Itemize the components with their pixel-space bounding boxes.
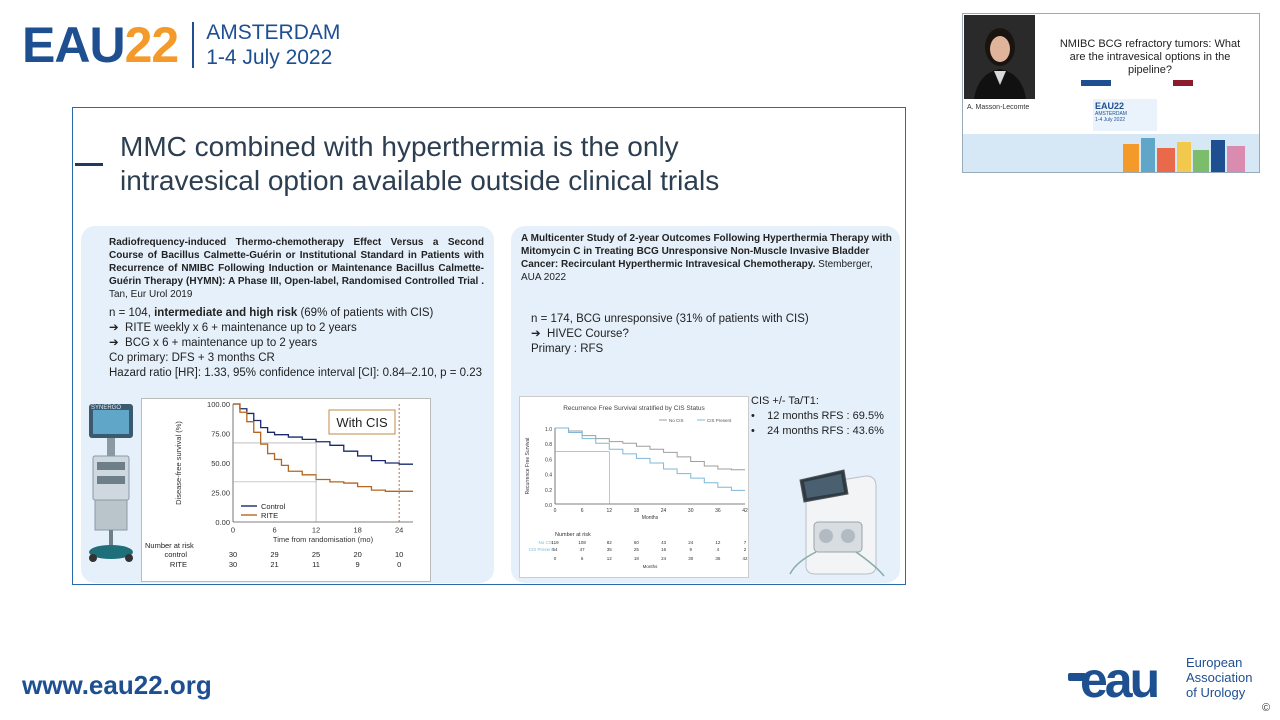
left-n-prefix: n = 104, bbox=[109, 307, 155, 319]
x-tick-label: 24 bbox=[394, 525, 404, 535]
right-study-citation bbox=[521, 232, 893, 284]
x-tick-label: 36 bbox=[715, 508, 721, 514]
at-risk-count: 25 bbox=[633, 547, 639, 552]
left-study-citation bbox=[109, 236, 484, 301]
org-line1: European bbox=[1186, 655, 1243, 670]
y-tick-label: 0.4 bbox=[545, 472, 552, 479]
at-risk-count: 16 bbox=[661, 547, 667, 552]
y-tick-label: 1.0 bbox=[545, 427, 552, 433]
at-risk-x-tick: 0 bbox=[553, 556, 557, 561]
brand-year-text: 22 bbox=[124, 17, 179, 73]
slide-title-line1: MMC combined with hyperthermia is the only bbox=[120, 131, 679, 162]
pip-affiliation-logo bbox=[1081, 80, 1111, 86]
brand-divider bbox=[192, 22, 194, 68]
right-course-text: HIVEC Course? bbox=[547, 328, 629, 340]
left-n-suffix: (69% of patients with CIS) bbox=[297, 307, 434, 319]
at-risk-x-tick: 18 bbox=[633, 556, 639, 561]
left-study-panel bbox=[81, 226, 494, 583]
pip-university-logo bbox=[1173, 80, 1193, 86]
presenter-video bbox=[964, 15, 1035, 99]
at-risk-group-label: RITE bbox=[169, 560, 187, 569]
legend-label: No CIS bbox=[669, 418, 684, 423]
y-tick-label: 25.00 bbox=[211, 488, 230, 498]
at-risk-count: 9 bbox=[355, 560, 360, 569]
x-tick-label: 12 bbox=[311, 525, 321, 535]
x-tick-label: 24 bbox=[660, 508, 667, 514]
arrow-icon: ➔ bbox=[109, 337, 126, 349]
y-tick-label: 0.0 bbox=[545, 503, 552, 509]
x-tick-label: 12 bbox=[606, 508, 613, 514]
arrow-icon: ➔ bbox=[109, 322, 126, 334]
brand-dates: 1-4 July 2022 bbox=[206, 46, 333, 69]
copyright-symbol: © bbox=[1262, 702, 1271, 714]
at-risk-count: 9 bbox=[689, 547, 692, 552]
right-study-ref: Stemberger, AUA 2022 bbox=[521, 259, 873, 283]
right-n-line: n = 174, BCG unresponsive (31% of patients with CIS) bbox=[531, 313, 809, 325]
eau-logo-text: eau bbox=[1080, 653, 1158, 703]
brand-location bbox=[206, 20, 340, 70]
km-right-svg bbox=[519, 396, 749, 578]
at-risk-count: 47 bbox=[579, 547, 585, 552]
at-risk-count: 20 bbox=[353, 550, 362, 559]
at-risk-count: 35 bbox=[606, 547, 612, 552]
pip-city-illustration bbox=[963, 134, 1260, 173]
at-risk-x-tick: 42 bbox=[742, 556, 748, 561]
pip-badge-city: AMSTERDAM bbox=[1095, 111, 1127, 117]
org-line2: Association bbox=[1186, 670, 1253, 685]
at-risk-x-tick: 6 bbox=[580, 556, 584, 561]
eau-organisation-name bbox=[1186, 655, 1252, 700]
pip-badge-eau: EAU22 bbox=[1095, 101, 1125, 111]
x-tick-label: 6 bbox=[272, 525, 277, 535]
eau22-brand bbox=[22, 18, 340, 72]
left-n-line bbox=[109, 306, 489, 321]
y-tick-label: 50.00 bbox=[211, 459, 230, 468]
at-risk-count: 30 bbox=[228, 550, 238, 559]
legend-label: RITE bbox=[261, 511, 279, 520]
at-risk-count: 25 bbox=[311, 550, 321, 559]
at-risk-count: 4 bbox=[716, 547, 720, 552]
synergo-device-image bbox=[83, 398, 139, 568]
km-left-svg bbox=[141, 398, 431, 582]
title-accent-bar bbox=[75, 163, 103, 166]
x-tick-label: 0 bbox=[230, 525, 236, 535]
x-tick-label: 42 bbox=[742, 508, 748, 514]
left-study-title: Radiofrequency-induced Thermo-chemotherapy Effect Versus a Second Course of Bacillus Calmette-Guérin or Institutional Standard in Patients with Recurrence of NMIBC Following Induction or Maintenance Bacillus Calmette-Guérin Therapy (HYMN): A Phase III, Open-label, Randomised Controlled Trial . bbox=[109, 237, 484, 287]
main-slide bbox=[72, 107, 906, 585]
y-tick-label: 0.6 bbox=[545, 457, 552, 464]
rfs-12-text: 12 months RFS : 69.5% bbox=[767, 410, 884, 422]
left-study-ref: Tan, Eur Urol 2019 bbox=[109, 289, 193, 300]
km-chart-right bbox=[519, 396, 749, 578]
km-chart-left bbox=[141, 398, 431, 582]
arrow-icon: ➔ bbox=[531, 328, 548, 340]
at-risk-x-label: Months bbox=[642, 564, 658, 569]
at-risk-count: 11 bbox=[312, 560, 320, 569]
right-study-panel bbox=[511, 226, 900, 583]
x-tick-label: 18 bbox=[633, 508, 640, 514]
at-risk-count: 82 bbox=[606, 540, 612, 545]
legend-label: CIS Present bbox=[707, 418, 732, 423]
x-tick-label: 0 bbox=[553, 508, 557, 514]
at-risk-title: Number at risk bbox=[555, 532, 591, 538]
at-risk-count: 108 bbox=[578, 540, 586, 545]
at-risk-x-tick: 30 bbox=[688, 556, 694, 561]
at-risk-count: 24 bbox=[688, 540, 694, 545]
y-axis-label: Disease-free survival (%) bbox=[174, 421, 183, 505]
at-risk-x-tick: 36 bbox=[715, 556, 721, 561]
pip-badge-dates: 1-4 July 2022 bbox=[1095, 117, 1126, 123]
at-risk-count: 30 bbox=[228, 560, 238, 569]
at-risk-count: 2 bbox=[743, 547, 747, 552]
pip-slide-title: NMIBC BCG refractory tumors: What are the intravesical options in the pipeline? bbox=[1059, 38, 1241, 76]
org-line3: of Urology bbox=[1186, 685, 1246, 700]
rfs-24-text: 24 months RFS : 43.6% bbox=[767, 425, 884, 437]
presenter-pip bbox=[962, 13, 1260, 173]
at-risk-count: 119 bbox=[551, 540, 559, 545]
right-study-facts bbox=[531, 312, 891, 357]
presenter-name: A. Masson-Lecomte bbox=[967, 104, 1030, 111]
cis-title: CIS +/- Ta/T1: bbox=[751, 395, 819, 407]
left-study-facts bbox=[109, 306, 489, 381]
x-axis-label: Time from randomisation (mo) bbox=[272, 535, 374, 544]
at-risk-count: 7 bbox=[743, 540, 747, 545]
y-tick-label: 100.00 bbox=[207, 400, 230, 409]
left-arm2-text: BCG x 6 + maintenance up to 2 years bbox=[125, 337, 318, 349]
brand-eau-text: EAU bbox=[22, 17, 125, 73]
at-risk-count: 54 bbox=[552, 547, 558, 552]
x-tick-label: 18 bbox=[353, 525, 362, 535]
left-hazard: Hazard ratio [HR]: 1.33, 95% confidence interval [CI]: 0.84–2.10, p = 0.23 bbox=[109, 367, 483, 379]
at-risk-count: 12 bbox=[715, 540, 721, 545]
legend-label: Control bbox=[261, 502, 286, 511]
x-axis-label: Months bbox=[641, 515, 659, 521]
rfs-12-line: • 12 months RFS : 69.5% bbox=[751, 410, 884, 422]
at-risk-group-label: control bbox=[164, 550, 187, 559]
y-tick-label: 75.00 bbox=[211, 429, 230, 439]
pip-eau22-badge bbox=[1093, 99, 1157, 131]
synergo-label: SYNERGO bbox=[91, 405, 122, 411]
left-primary: Co primary: DFS + 3 months CR bbox=[109, 352, 275, 364]
x-tick-label: 6 bbox=[580, 508, 584, 514]
at-risk-count: 10 bbox=[394, 550, 404, 559]
at-risk-count: 60 bbox=[633, 540, 639, 545]
chart-title: Recurrence Free Survival stratified by CIS Status bbox=[563, 405, 705, 412]
hivec-device-image bbox=[786, 466, 886, 578]
y-tick-label: 0.8 bbox=[545, 442, 552, 449]
eau-logo bbox=[1066, 653, 1186, 703]
y-tick-label: 0.00 bbox=[215, 518, 230, 527]
left-arm1 bbox=[109, 321, 489, 336]
left-n-bold: intermediate and high risk bbox=[154, 307, 298, 319]
site-url-link[interactable]: www.eau22.org bbox=[22, 670, 212, 700]
right-primary: Primary : RFS bbox=[531, 343, 604, 355]
y-tick-label: 0.2 bbox=[545, 487, 552, 494]
left-arm1-text: RITE weekly x 6 + maintenance up to 2 years bbox=[125, 322, 357, 334]
at-risk-group-label: No CIS bbox=[538, 540, 553, 545]
x-tick-label: 30 bbox=[687, 508, 694, 514]
at-risk-x-tick: 24 bbox=[661, 556, 667, 561]
brand-city: AMSTERDAM bbox=[206, 21, 341, 44]
left-arm2 bbox=[109, 336, 489, 351]
slide-title-line2: intravesical option available outside clinical trials bbox=[120, 165, 720, 196]
rfs-24-line: • 24 months RFS : 43.6% bbox=[751, 425, 884, 437]
y-axis-label: Recurrence Free Survival bbox=[525, 437, 531, 495]
at-risk-x-tick: 12 bbox=[606, 556, 612, 561]
right-course bbox=[531, 327, 891, 342]
slide-title bbox=[120, 130, 880, 198]
at-risk-group-label: CIS Present bbox=[528, 547, 553, 552]
at-risk-count: 0 bbox=[397, 560, 402, 569]
chart-title: With CIS bbox=[336, 415, 388, 430]
cis-rfs-summary bbox=[751, 394, 901, 439]
at-risk-title: Number at risk bbox=[145, 541, 194, 550]
right-study-title: A Multicenter Study of 2-year Outcomes Following Hyperthermia Therapy with Mitomycin C in Treating BCG Unresponsive Non-Muscle Invasive Bladder Cancer: Recirculant Hyperthermic Intravesical Chemotherapy. bbox=[521, 233, 892, 270]
at-risk-count: 43 bbox=[661, 540, 667, 545]
at-risk-count: 21 bbox=[270, 560, 279, 569]
at-risk-count: 29 bbox=[270, 550, 279, 559]
